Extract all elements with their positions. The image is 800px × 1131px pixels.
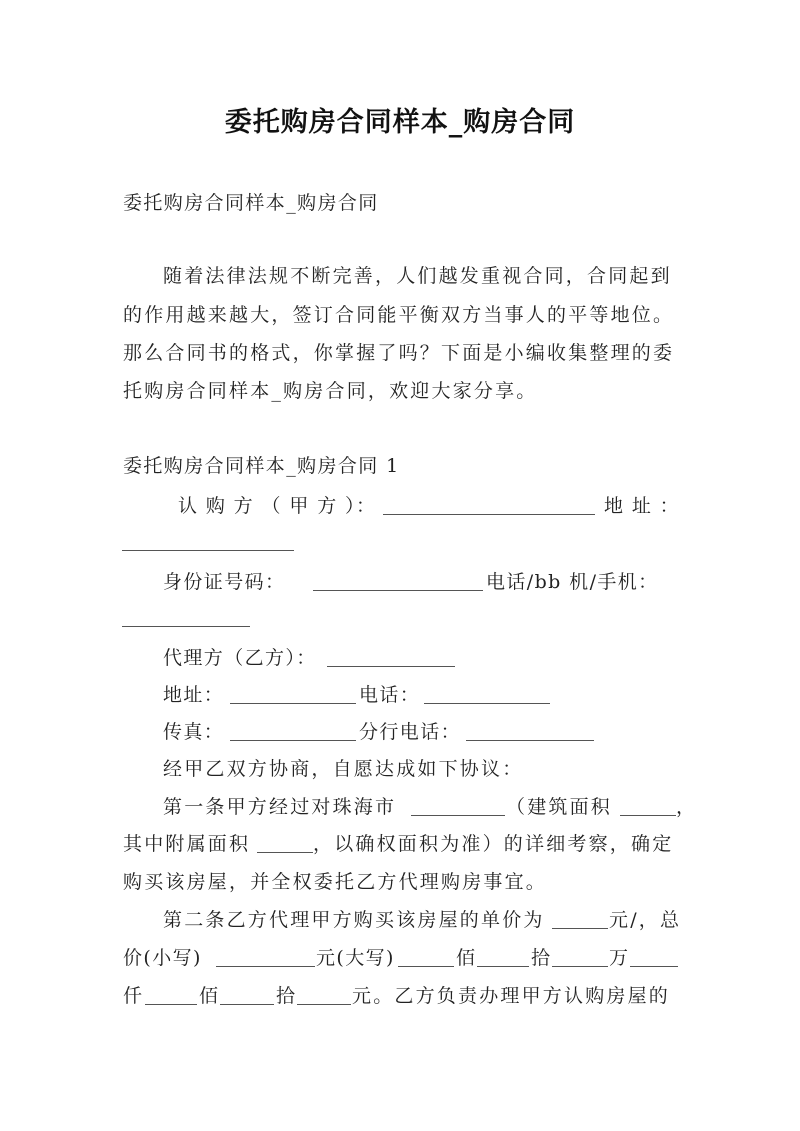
article2-line2-b: 元(大写): [316, 947, 395, 969]
agent-blank: [327, 666, 455, 667]
fax-label: 传真：: [163, 721, 225, 743]
phone-blank: [122, 626, 250, 627]
article2-line3-b: 佰: [199, 985, 220, 1007]
article1-line1-a: 第一条甲方经过对珠海市: [163, 796, 397, 818]
buyer-blank: [383, 514, 595, 515]
total-qian-prefix-blank: [630, 966, 678, 967]
article2-line2-a: 价(小写): [123, 947, 202, 969]
total-shi-blank: [477, 966, 529, 967]
city-blank: [411, 815, 505, 816]
section-heading: 委托购房合同样本_购房合同 1: [123, 455, 400, 477]
article1-line3: 购买该房屋，并全权委托乙方代理购房事宜。: [123, 871, 548, 893]
total-shi2-blank: [297, 1004, 351, 1005]
building-area-blank: [620, 815, 676, 816]
branch-phone-label: 分行电话：: [359, 721, 462, 743]
intro-line-2: 的作用越来越大，签订合同能平衡双方当事人的平等地位。: [123, 304, 675, 326]
article1-line2-b: ，以确权面积为准）的详细考察，确定: [313, 833, 674, 855]
phone-label: 电话/bb 机/手机：: [486, 571, 659, 593]
agent-label: 代理方（乙方）：: [163, 647, 317, 669]
article2-line3-d: 元。乙方负责办理甲方认购房屋的: [352, 985, 671, 1007]
total-wan-blank: [552, 966, 608, 967]
total-bai2-blank: [220, 1004, 274, 1005]
document-title: 委托购房合同样本_购房合同: [224, 107, 576, 138]
article1-line2-a: 其中附属面积: [123, 833, 251, 855]
agent-address-label: 地址：: [163, 684, 225, 706]
article2-line3-c: 拾: [276, 985, 297, 1007]
article2-line2-c: 佰: [456, 947, 477, 969]
article1-line1-b: （建筑面积: [506, 796, 613, 818]
unit-price-blank: [552, 928, 608, 929]
agent-phone-blank: [424, 703, 550, 704]
intro-line-3: 那么合同书的格式，你掌握了吗？下面是小编收集整理的委: [123, 342, 675, 364]
document-subtitle: 委托购房合同样本_购房合同: [123, 192, 379, 214]
id-blank: [313, 590, 483, 591]
intro-line-4: 托购房合同样本_购房合同，欢迎大家分享。: [123, 380, 538, 402]
total-bai-blank: [398, 966, 454, 967]
agent-phone-label: 电话：: [359, 684, 421, 706]
total-qian-blank: [145, 1004, 197, 1005]
attached-area-blank: [257, 852, 313, 853]
article2-line3-a: 仟: [123, 985, 144, 1007]
agreement-intro: 经甲乙双方协商，自愿达成如下协议：: [163, 758, 524, 780]
article1-line1-c: ，: [676, 796, 697, 818]
id-label: 身份证号码：: [163, 571, 286, 593]
article2-line1-a: 第二条乙方代理甲方购买该房屋的单价为: [163, 909, 545, 931]
fax-blank: [230, 740, 356, 741]
address-blank: [122, 550, 294, 551]
intro-line-1: 随着法律法规不断完善，人们越发重视合同，合同起到: [163, 265, 672, 287]
article2-line2-e: 万: [609, 947, 630, 969]
agent-address-blank: [230, 703, 356, 704]
branch-phone-blank: [466, 740, 594, 741]
address-label: 地 址 ：: [604, 495, 681, 517]
buyer-label: 认 购 方 （ 甲 方 ）：: [178, 495, 377, 517]
total-small-blank: [216, 966, 315, 967]
article2-line1-b: 元/，总: [609, 909, 682, 931]
article2-line2-d: 拾: [531, 947, 552, 969]
